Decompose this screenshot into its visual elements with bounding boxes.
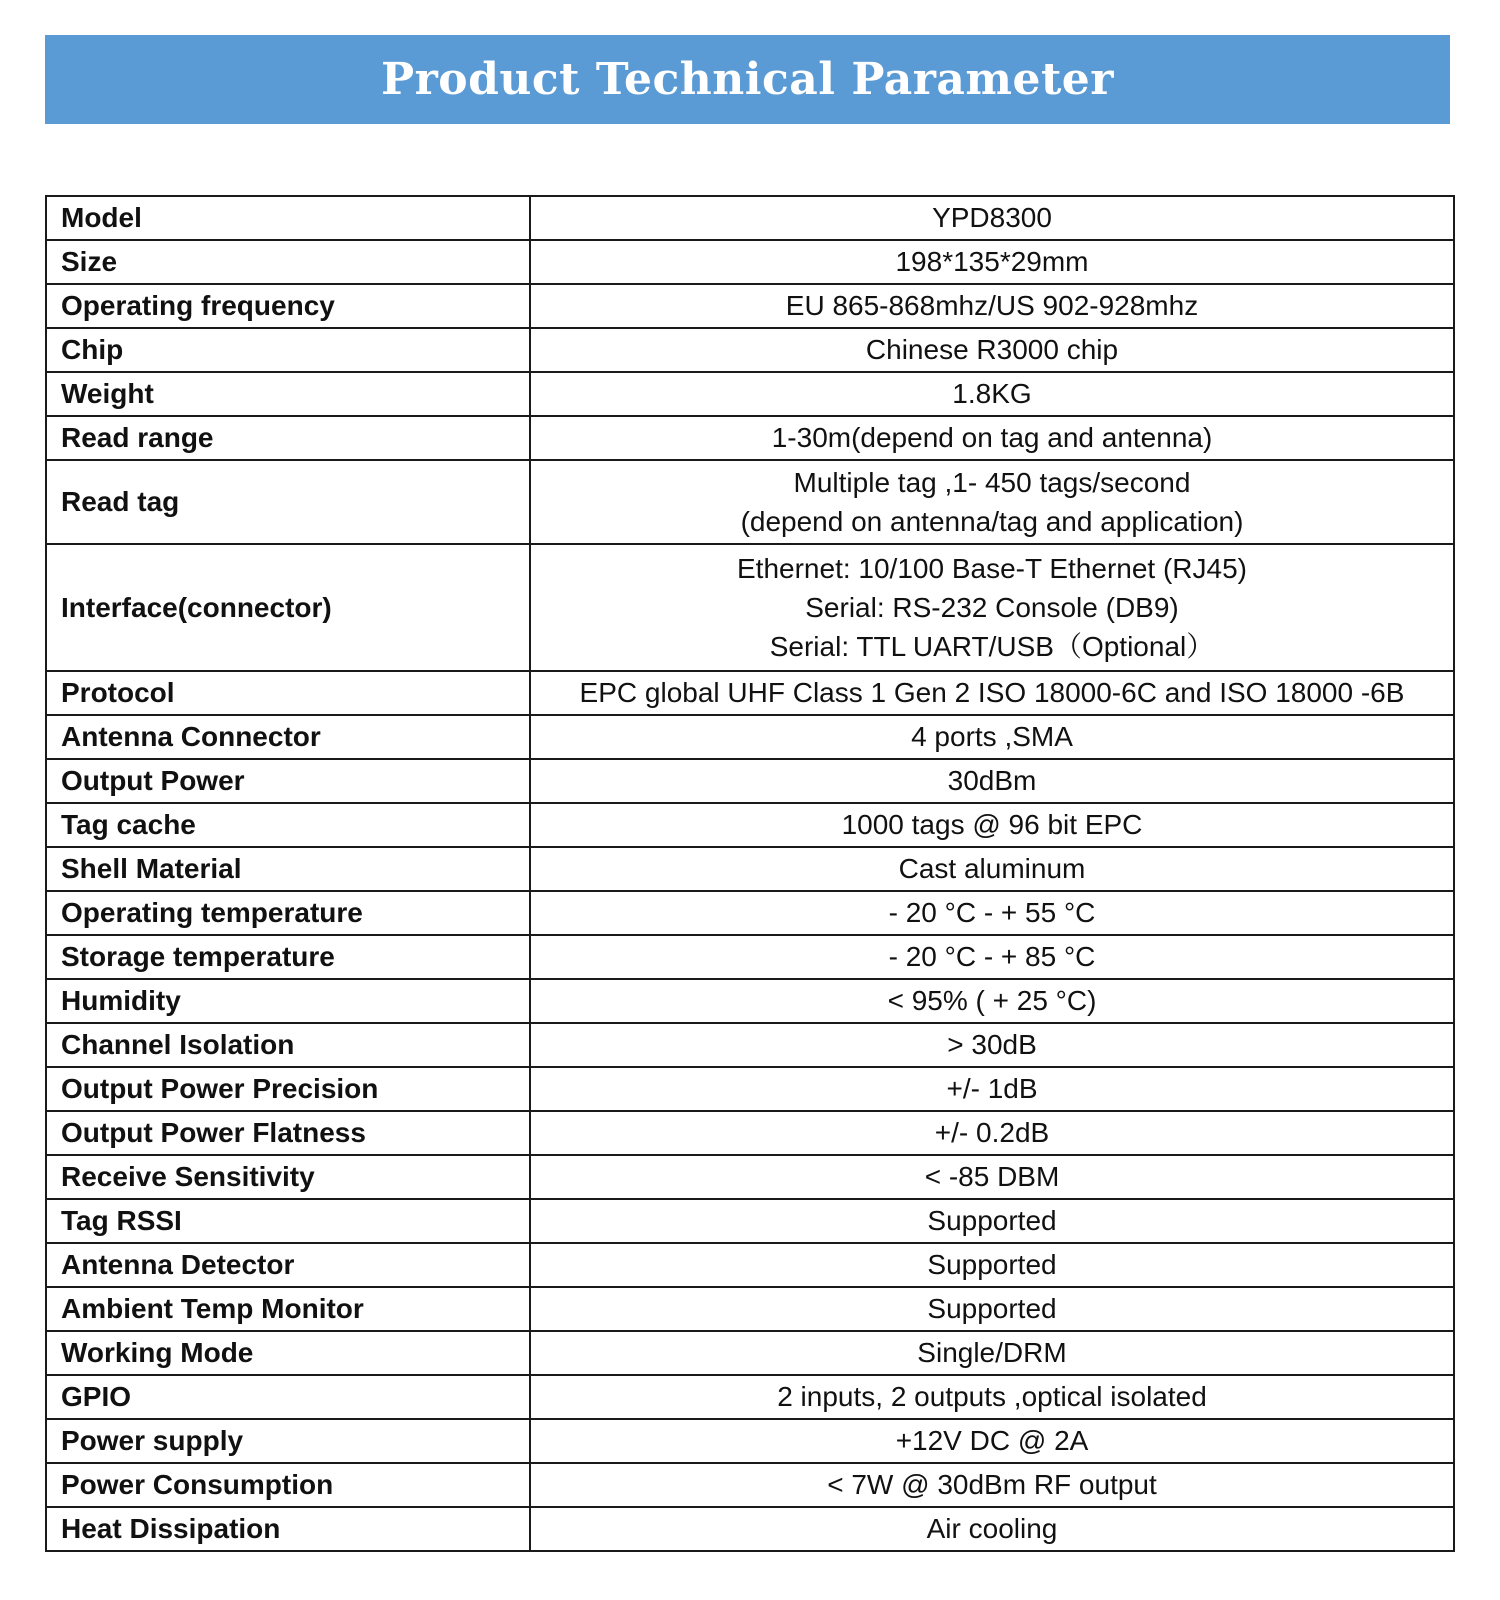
- value-line: 198*135*29mm: [895, 246, 1089, 278]
- value-line: Cast aluminum: [898, 853, 1086, 885]
- param-value: [530, 1243, 1454, 1287]
- param-name: Output Power: [46, 759, 530, 803]
- param-value: [530, 759, 1454, 803]
- param-name: Read range: [46, 416, 530, 460]
- param-value: [530, 544, 1454, 671]
- value-line: > 30dB: [947, 1029, 1037, 1061]
- value-line: < -85 DBM: [924, 1161, 1060, 1193]
- param-value: [530, 847, 1454, 891]
- table-row: [46, 759, 1454, 803]
- table-row: [46, 1243, 1454, 1287]
- value-line: Ethernet: 10/100 Base-T Ethernet (RJ45): [737, 552, 1247, 584]
- param-value: [530, 240, 1454, 284]
- param-value: [530, 1419, 1454, 1463]
- value-line: Serial: RS-232 Console (DB9): [805, 591, 1179, 623]
- param-name: Tag cache: [46, 803, 530, 847]
- table-row: [46, 1331, 1454, 1375]
- value-line: Supported: [927, 1293, 1057, 1325]
- param-value: [530, 328, 1454, 372]
- table-row: [46, 284, 1454, 328]
- param-value: [530, 372, 1454, 416]
- page-title: Product Technical Parameter: [381, 54, 1114, 105]
- value-line: 4 ports ,SMA: [911, 721, 1073, 753]
- param-name: Chip: [46, 328, 530, 372]
- param-name: Output Power Flatness: [46, 1111, 530, 1155]
- param-value: [530, 416, 1454, 460]
- param-value: [530, 671, 1454, 715]
- value-line: Chinese R3000 chip: [865, 334, 1119, 366]
- table-row: [46, 891, 1454, 935]
- table-row: [46, 372, 1454, 416]
- param-name: Read tag: [46, 460, 530, 544]
- spec-table-body: [46, 196, 1454, 1551]
- table-row: [46, 1111, 1454, 1155]
- table-row: [46, 328, 1454, 372]
- param-value: [530, 1287, 1454, 1331]
- value-line: YPD8300: [932, 202, 1052, 234]
- param-name: Receive Sensitivity: [46, 1155, 530, 1199]
- table-row: [46, 671, 1454, 715]
- param-name: Output Power Precision: [46, 1067, 530, 1111]
- param-name: Storage temperature: [46, 935, 530, 979]
- param-value: [530, 803, 1454, 847]
- value-line: EU 865-868mhz/US 902-928mhz: [785, 290, 1199, 322]
- table-row: [46, 196, 1454, 240]
- param-value: [530, 1375, 1454, 1419]
- param-value: [530, 891, 1454, 935]
- param-value: [530, 1023, 1454, 1067]
- param-name: Operating temperature: [46, 891, 530, 935]
- param-value: [530, 715, 1454, 759]
- table-row: [46, 979, 1454, 1023]
- param-value: [530, 1067, 1454, 1111]
- param-value: [530, 1463, 1454, 1507]
- table-row: [46, 416, 1454, 460]
- param-name: Size: [46, 240, 530, 284]
- table-row: [46, 544, 1454, 671]
- param-value: [530, 284, 1454, 328]
- param-value: [530, 196, 1454, 240]
- table-row: [46, 847, 1454, 891]
- value-line: - 20 °C - + 85 °C: [888, 941, 1096, 973]
- table-row: [46, 803, 1454, 847]
- param-name: GPIO: [46, 1375, 530, 1419]
- table-row: [46, 460, 1454, 544]
- param-value: [530, 1111, 1454, 1155]
- param-value: [530, 1331, 1454, 1375]
- value-line: Serial: TTL UART/USB（Optional）: [769, 631, 1215, 663]
- value-line: Air cooling: [926, 1513, 1058, 1545]
- param-name: Operating frequency: [46, 284, 530, 328]
- param-name: Ambient Temp Monitor: [46, 1287, 530, 1331]
- value-line: Single/DRM: [917, 1337, 1067, 1369]
- value-line: 2 inputs, 2 outputs ,optical isolated: [777, 1381, 1207, 1413]
- param-value: [530, 979, 1454, 1023]
- param-name: Humidity: [46, 979, 530, 1023]
- table-row: [46, 240, 1454, 284]
- param-name: Protocol: [46, 671, 530, 715]
- param-name: Power Consumption: [46, 1463, 530, 1507]
- value-line: Supported: [927, 1249, 1057, 1281]
- param-name: Tag RSSI: [46, 1199, 530, 1243]
- table-row: [46, 1507, 1454, 1551]
- param-name: Power supply: [46, 1419, 530, 1463]
- param-name: Antenna Detector: [46, 1243, 530, 1287]
- table-row: [46, 1463, 1454, 1507]
- param-name: Working Mode: [46, 1331, 530, 1375]
- table-row: [46, 1375, 1454, 1419]
- param-value: [530, 460, 1454, 544]
- value-line: +/- 1dB: [946, 1073, 1038, 1105]
- param-name: Heat Dissipation: [46, 1507, 530, 1551]
- value-line: - 20 °C - + 55 °C: [888, 897, 1096, 929]
- value-line: 1.8KG: [952, 378, 1032, 410]
- table-row: [46, 1199, 1454, 1243]
- param-value: [530, 1155, 1454, 1199]
- table-row: [46, 1419, 1454, 1463]
- value-line: (depend on antenna/tag and application): [740, 506, 1244, 537]
- table-row: [46, 935, 1454, 979]
- param-value: [530, 1199, 1454, 1243]
- param-name: Antenna Connector: [46, 715, 530, 759]
- value-line: Supported: [927, 1205, 1057, 1237]
- value-line: Multiple tag ,1- 450 tags/second: [793, 466, 1191, 498]
- table-row: [46, 1155, 1454, 1199]
- param-name: Model: [46, 196, 530, 240]
- value-line: 1000 tags @ 96 bit EPC: [841, 809, 1143, 841]
- value-line: < 95% ( + 25 °C): [887, 985, 1097, 1017]
- param-name: Shell Material: [46, 847, 530, 891]
- value-line: < 7W @ 30dBm RF output: [827, 1469, 1157, 1501]
- value-line: +12V DC @ 2A: [895, 1425, 1089, 1457]
- param-value: [530, 1507, 1454, 1551]
- spec-table: [45, 195, 1455, 1552]
- param-name: Channel Isolation: [46, 1023, 530, 1067]
- table-row: [46, 1287, 1454, 1331]
- value-line: +/- 0.2dB: [934, 1117, 1050, 1149]
- title-banner: [45, 35, 1450, 124]
- value-line: 1-30m(depend on tag and antenna): [771, 422, 1213, 454]
- param-name: Weight: [46, 372, 530, 416]
- value-line: 30dBm: [947, 765, 1037, 797]
- param-name: Interface(connector): [46, 544, 530, 671]
- param-value: [530, 935, 1454, 979]
- table-row: [46, 715, 1454, 759]
- value-line: EPC global UHF Class 1 Gen 2 ISO 18000-6C and ISO 18000 -6B: [579, 677, 1405, 709]
- table-row: [46, 1067, 1454, 1111]
- table-row: [46, 1023, 1454, 1067]
